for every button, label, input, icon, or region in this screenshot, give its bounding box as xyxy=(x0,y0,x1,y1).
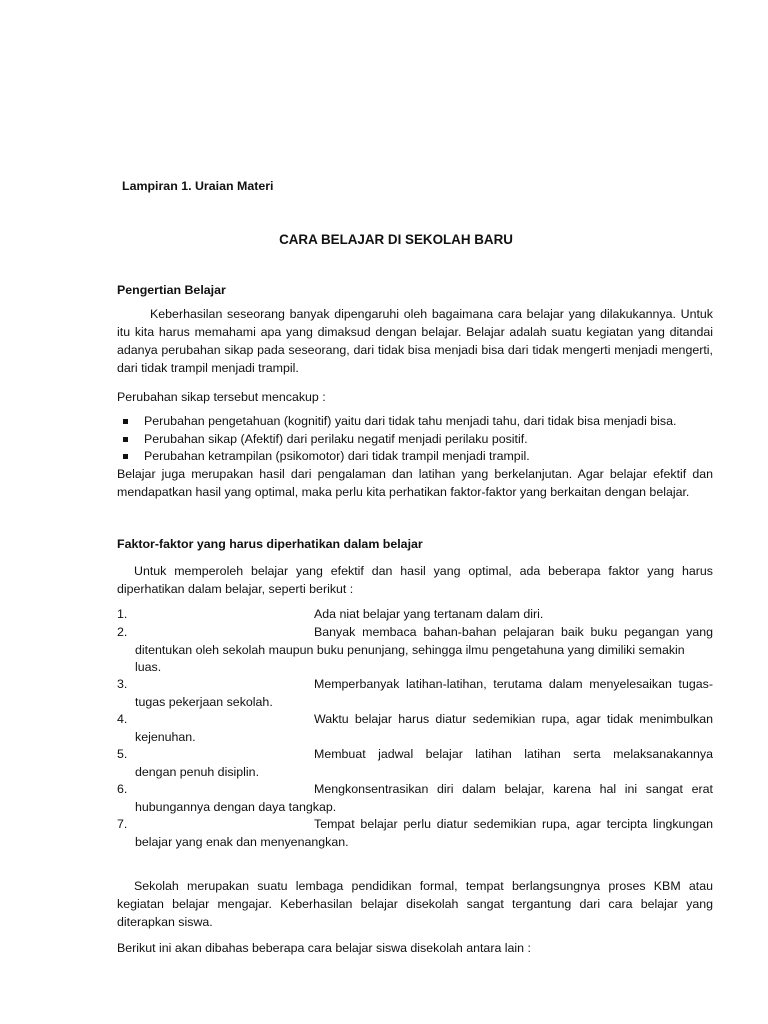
bullet-square-icon xyxy=(123,419,128,424)
paragraph-berikut: Berikut ini akan dibahas beberapa cara belajar siswa disekolah antara lain : xyxy=(117,941,531,955)
item-text-continued: belajar yang enak dan menyenangkan. xyxy=(135,834,349,849)
bullet-square-icon xyxy=(123,437,128,442)
numbered-item-6 xyxy=(117,781,713,817)
numbered-item-2 xyxy=(117,624,713,677)
numbered-item-4 xyxy=(117,711,713,747)
item-text: Memperbanyak latihan-latihan, terutama dalam menyelesaikan tugas- xyxy=(314,677,713,691)
item-text: Mengkonsentrasikan diri dalam belajar, karena hal ini sangat erat xyxy=(314,782,713,796)
item-number: 6. xyxy=(117,782,128,796)
paragraph-belajar-juga: Belajar juga merupakan hasil dari pengalaman dan latihan yang berkelanjutan. Agar belajar efektif dan mendapatkan hasil yang optimal, maka perlu kita perhatikan faktor-faktor yang berkaitan dengan belajar. xyxy=(117,467,713,499)
item-text-continued: kejenuhan. xyxy=(135,729,196,744)
item-text: Ada niat belajar yang tertanam dalam diri. xyxy=(314,607,544,621)
item-text-continued: hubungannya dengan daya tangkap. xyxy=(135,799,337,814)
numbered-item-5 xyxy=(117,746,713,782)
bullet-text: Perubahan ketrampilan (psikomotor) dari tidak trampil menjadi trampil. xyxy=(144,449,530,463)
item-text-continued: tugas pekerjaan sekolah. xyxy=(135,694,273,709)
numbered-item-1 xyxy=(117,606,713,624)
item-text: Tempat belajar perlu diatur sedemikian rupa, agar tercipta lingkungan xyxy=(314,817,713,831)
list-item xyxy=(117,413,713,431)
numbered-item-3 xyxy=(117,676,713,712)
paragraph-perubahan-intro: Perubahan sikap tersebut mencakup : xyxy=(117,390,326,404)
item-text-continued: dengan penuh disiplin. xyxy=(135,764,260,779)
item-text: Membuat jadwal belajar latihan latihan serta melaksanakannya xyxy=(314,747,713,761)
item-text: Banyak membaca bahan-bahan pelajaran baik buku pegangan yang xyxy=(314,625,713,639)
bullet-text: Perubahan sikap (Afektif) dari perilaku negatif menjadi perilaku positif. xyxy=(144,431,528,446)
section-heading-pengertian: Pengertian Belajar xyxy=(117,283,226,297)
numbered-item-7 xyxy=(117,816,713,852)
item-number: 4. xyxy=(117,712,128,726)
document-title: CARA BELAJAR DI SEKOLAH BARU xyxy=(279,232,513,247)
paragraph-keberhasilan: Keberhasilan seseorang banyak dipengaruhi oleh bagaimana cara belajar yang dilakukannya. Untuk itu kita harus memahami apa yang dimaksud dengan belajar. Belajar adalah suatu kegiatan yang ditandai adanya perubahan sikap pada seseorang, dari tidak bisa menjadi bisa dari tidak mengerti menjadi mengerti, dari tidak trampil menjadi trampil. xyxy=(117,307,713,375)
item-number: 7. xyxy=(117,817,128,831)
item-number: 1. xyxy=(117,607,128,621)
item-number: 5. xyxy=(117,747,128,761)
bullet-text: Perubahan pengetahuan (kognitif) yaitu dari tidak tahu menjadi tahu, dari tidak bisa menjadi bisa. xyxy=(144,414,677,428)
item-number: 2. xyxy=(117,625,128,639)
list-item xyxy=(117,448,713,466)
paragraph-sekolah: Sekolah merupakan suatu lembaga pendidikan formal, tempat berlangsungnya proses KBM atau kegiatan belajar mengajar. Keberhasilan belajar disekolah sangat tergantung dari cara belajar yang diterapkan siswa. xyxy=(117,879,713,929)
item-number: 3. xyxy=(117,677,128,691)
item-text: Waktu belajar harus diatur sedemikian rupa, agar tidak menimbulkan xyxy=(314,712,713,726)
paragraph-untuk-memperoleh: Untuk memperoleh belajar yang efektif dan hasil yang optimal, ada beberapa faktor yang harus diperhatikan dalam belajar, seperti berikut : xyxy=(117,564,713,596)
bullet-square-icon xyxy=(123,454,128,459)
section-heading-faktor: Faktor-faktor yang harus diperhatikan dalam belajar xyxy=(117,537,423,551)
item-text-continued: ditentukan oleh sekolah maupun buku penunjang, sehingga ilmu pengetahuna yang dimiliki semakin luas. xyxy=(135,642,685,674)
appendix-label: Lampiran 1. Uraian Materi xyxy=(122,179,274,193)
list-item xyxy=(117,431,713,449)
